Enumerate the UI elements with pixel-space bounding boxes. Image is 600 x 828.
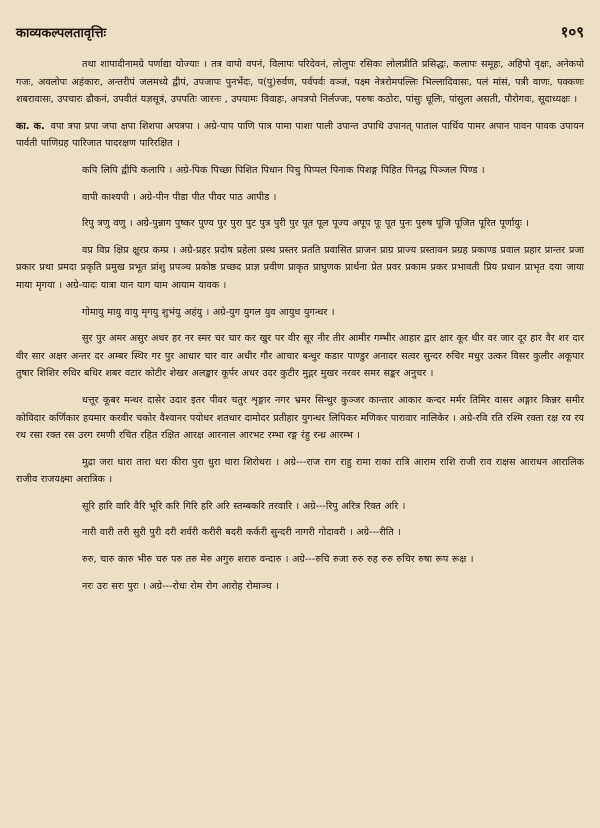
paragraph [16, 215, 584, 233]
paragraph-text: गोमायु मायु वायु मृगयु शुभंयु अहंयु । अग्रे-युग युगल युव आयुध युगन्धर । [82, 306, 335, 318]
body-text [16, 56, 584, 595]
paragraph-text: रुरु, चारु कारु भीरु चरु परु तरु मेरु अगुरु शरारु वन्दारु । अग्रे---रुचि रुजा रुरु रुह रुरु रुचिर रुषा रूप रूक्ष । [82, 554, 474, 566]
paragraph [16, 56, 584, 109]
paragraph-text: रिपु त्रणु वणु । अग्रे-पुन्नाग पुष्कर पुण्य पुर पुरा पुट पुत्र पुरी पुर पूत पूल पूज्य अपूप पूः पूत पुनः पुरुष पूजि पूजित पूरित पूर्णायुः । [82, 218, 529, 230]
paragraph [16, 189, 584, 207]
paragraph [16, 118, 584, 153]
paragraph [16, 162, 584, 180]
paragraph [16, 330, 584, 383]
page-number: १०९ [560, 23, 584, 41]
paragraph-text: वापी काश्यपी । अग्रे-पीन पीडा पीत पीवर पाठ आपीड । [82, 191, 277, 203]
paragraph-text: कपि लिपि द्वीपि कलापि । अग्रे-पिक पिच्छा पिशित पिधान पिचु पिप्पल पिनाक पिशङ्ग पिहित पिनद्ध पिञ्जल पिण्ड । [82, 164, 485, 176]
paragraph [16, 392, 584, 445]
running-title: काव्यकल्पलतावृत्तिः [16, 26, 107, 41]
paragraph-text: नरः उरः सरः पुरः । अग्रे---रोधः रोम रोग आरोह रोमाञ्च । [82, 580, 279, 592]
paragraph-text: मुद्रा जरा धारा तारा धरा कीरा पुरा धुरा धारा शिरोधरा । अग्रे---राज राग राहु रामा राका रात्रि आराम राशि राजी राव राक्षस आराधन आरालिक राजीव राजयक्ष्मा अरात्रिक । [16, 456, 584, 486]
paragraph [16, 304, 584, 322]
paragraph [16, 551, 584, 569]
paragraph-text: तथा शापादीनामग्रे पर्णाद्या योज्याः । तत्र वापो वपनं, विलापः परिदेवनं, लोलुपः रसिकः लोलप्रीति प्रसिद्धः, कलापः समूहः, अहिपो वृक्षः, अनेकपो गजः, अवलोपः अहंकारः, अन्तरीपं जलमध्ये द्वीपं, उपजापः पुनर्भेदः, प(पु)रुर्वण, पर्वपर्वः वञ्जं, पक्ष्म नेत्ररोमपल्लिः भिल्लादिवासः, पलं मांसं, पत्री वाणः, पक्कणः शबरावासः, उपचारः ढौकनं, उपवीतं यज्ञसूत्रं, उपपतिः जारनः , उपयामः विवाहः, अपत्रपो निर्लज्जः, परुषः कठोरः, पांसुः धूलिः, पांसुला असती, पौरोगवः, सूदाध्यक्षः । [16, 59, 584, 106]
paragraph-text: सुर पुर अमर असुर अधर हर नर स्मर चर चार कर खुर पर वीर सूर नीर तीर आमीर गम्भीर आहार द्वार क्षार कूर धीर वर जार दूर हार वैर शर दार वीर सार अक्षर अन्तर दर अम्बर स्थिर गर पुर आधार चार वार अधीर गौर आचार बन्धुर कडार पाण्डुर अनादर सत्वर सुन्दर रुचिर मधुर उत्कर विसर कुलीर अकूपार तुषार शिशिर रुधिर बधिर शबर वटार कोटीर शेखर अलङ्कार कूर्पर अधर उदर कुटीर मुद्गर मुखर नरवर समर सङ्कर अनुचर । [16, 333, 584, 380]
paragraph-label: का. क. [16, 120, 45, 132]
paragraph-text: सूरि हारि वारि वैरि भूरि करि गिरि हरि अरि स्तम्बकरि तरवारि । अग्रे---रिपु अरित्र रिक्त अरि । [82, 500, 406, 512]
paragraph-text: धत्तूर कूबर मन्थर दासेर उदार इतर पीवर चतुर शृङ्गार नगर भ्रमर सिन्धुर कुञ्जर कान्तार आकार कन्दर मर्मर तिमिर वासर अङ्गार किन्नर समीर कोविदार कर्णिकार हयमार करवीर चकोर वैश्वानर पयोधर शतधार दामोदर प्रतीहार युगन्धर लिपिकर मणिकर पारावार नालिकेर । अग्रे-रवि रति रश्मि रक्ता रक्ष रव रय रथ रसा रक्त रस उरग रमणी रचित रहित रक्षित आरक्ष आरनाल आरभट रम्भा रङ्ग रंहु रन्ध्र आरम्भ । [16, 394, 584, 442]
paragraph [16, 578, 584, 596]
paragraph-text: नारी वारी तरी सुरी पुरी दरी शर्वरी करीरी बदरी कर्करी सुन्दरी नागरी गोदावरी । अग्रे---रीति । [82, 527, 401, 539]
paragraph [16, 242, 584, 295]
paragraph [16, 524, 584, 542]
paragraph [16, 454, 584, 489]
paragraph-text: वप्र विप्र क्षिप्र क्षुरप्र कम्प्र । अग्रे-प्रहर प्रदोष प्रहेला प्रस्थ प्रस्तर प्रतति प्रवासित प्राजन प्राग्र प्राज्य प्रस्तावन प्रग्रह प्रकाण्ड प्रवाल प्रहार प्रान्तर प्रजा प्रकार प्रथा प्रमदा प्रकृति प्रमुख प्रभूत प्रांशु प्रपञ्च प्रकोष्ठ प्रच्छद प्राज्ञ प्रवीण प्राकृत प्राघुणक प्रार्थना प्रेत प्रवर प्रकाम प्रकर प्रभावती प्रिय प्रधान प्राभृत दया जाया माया मृगया । अग्रे-यादः यात्रा यान याग याम आयाम यावक । [16, 244, 584, 291]
paragraph [16, 498, 584, 516]
page-header [16, 22, 584, 42]
paragraph-text: वपा त्रपा प्रपा जपा क्षपा शिशपा अपत्रपा । अग्रे-पाप पाणि पात्र पामा पाशा पाली उपान्त उपाधि उपानत् पाताल पार्थिव पामर अपान पावन पावक उपायन पार्वती पाणिग्रह पारिजात पादरक्षण पारिरक्षित । [16, 120, 584, 150]
